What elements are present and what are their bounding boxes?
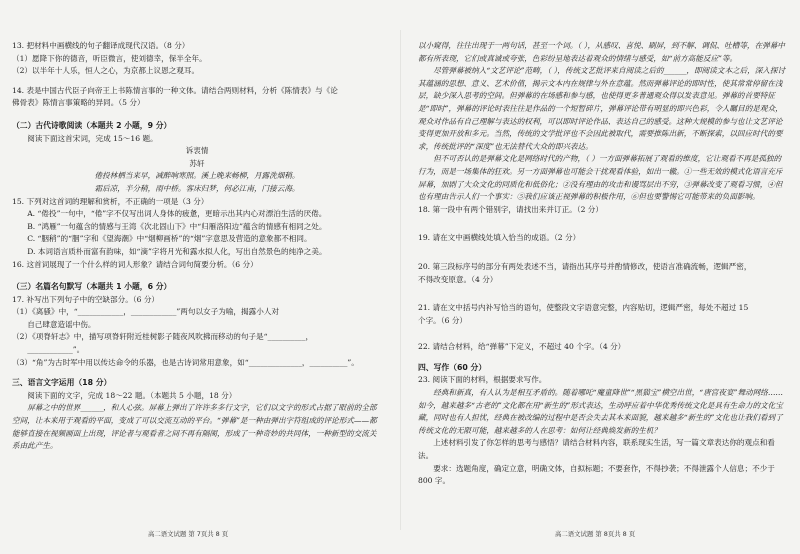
q21-line2: 个字。（6 分） (418, 315, 468, 325)
spacer (418, 286, 788, 302)
q22: 22. 请结合材料，给“弹幕”下定义，不超过 40 个字。（4 分） (418, 342, 626, 352)
q14-line2: 佛骨表》陈情言事策略的异同。（5 分） (12, 98, 145, 108)
q17-s2-blank: ____________”。 (27, 345, 85, 355)
q15-option-a: A. “倦投”一句中，“倦”字不仅写出词人身体的疲惫，更暗示出其内心对漂泊生活的厌倦。 (27, 209, 327, 219)
q13-s1: （1）愿降下你的德音，听臣微言，使刘德幸，保半全年。 (12, 53, 207, 63)
q17: 17. 补写出下列句子中的空缺部分。（6 分） (12, 294, 160, 304)
q19: 19. 请在文中画横线处填入恰当的成语。（2 分） (418, 233, 581, 243)
page-divider (400, 30, 401, 530)
q17-s3b: ”。 (347, 357, 359, 367)
q23: 23. 阅读下面的材料，根据要求写作。 (418, 375, 547, 385)
right-page (418, 40, 788, 488)
poem-author: 苏轩 (189, 158, 205, 168)
q17-s3a: （3）“角”为古时军中用以传达命令的乐器，也是古诗词常用意象，如“ (12, 357, 249, 367)
right-page-footer: 高二语文试题 第 8页共 8 页 (555, 530, 636, 538)
spacer (12, 369, 382, 377)
spacer (418, 354, 788, 362)
spacer (418, 245, 788, 261)
q14-line1: 14. 表是中国古代臣子向帝王上书陈情言事的一种文体。请结合两则材料，分析《陈情表》与《论 (12, 85, 338, 95)
spacer (12, 78, 382, 85)
writing-material-1: 经典和新真，有人认为是相互矛盾的。随着哪吒“魔童降世”“黑猫宝”横空出世，“唐宫夜宴”舞动网络……如今，越来越多“古老的”文化都在用“新生的”形式表达，生动呼应着中华优秀传统文化是具有生命力的文化宝藏，同时也有人担忧，经典在被改编的过程中是否会失去其本来面貌，越来越多“新生的”文化也让我们看到了传统文化的无限可能，越来越多的人在思考：如何让经典焕发新的生机？ (418, 388, 784, 435)
spacer (12, 110, 382, 120)
q15-stem: 15. 下列对这首词的理解和赏析，不正确的一项是（3 分） (12, 196, 209, 206)
q17-s1a: （1）《离骚》中，“ (12, 307, 78, 317)
passage-p3: 但不可否认的是弹幕文化是网络时代的产物，（ ）一方面弹幕拓展了观看的维度，它让观看不再是孤独的行为，而是一场集体的狂欢。另一方面弹幕也可能会干扰观看体验，如出一辙。①一些无效的模式化语言充斥屏幕，加剧了大众文化的同质化和低俗化；②没有理由的攻击和谩骂层出不穷，③弹幕改变了观看习惯，④但也有理由告示人们一个事实：⑤我们应该正视弹幕的积极作用，⑥但也要警惕它可能带来的负面影响。 (418, 154, 783, 202)
q16: 16. 这首词展现了一个什么样的词人形象？请结合词句简要分析。（6 分） (12, 259, 258, 269)
poem-title: 诉衷情 (185, 146, 209, 156)
writing-requirements: 要求：选题角度，确定立意，明确文体，自拟标题；不要套作，不得抄袭；不得泄露个人信息；不少于 800 字。 (418, 463, 775, 486)
writing-material-2: 上述材料引发了你怎样的思考与感悟？请结合材料内容，联系现实生活，写一篇文章表达你的观点和看法。 (418, 438, 775, 461)
q21-line1: 21. 请在文中括号内补写恰当的语句，使整段文字语意完整，内容贴切，逻辑严密，每处不超过 15 (418, 303, 749, 313)
q17-s2-text: （2）《项脊轩志》中，描写项脊轩附近桂树影子随夜风吹拂而移动的句子是“ (12, 332, 268, 342)
spacer (418, 216, 788, 232)
passage-p2: 尽管弹幕被纳入“文艺评论”范畴，（ ），传统文艺批评来自阅读之后的______，即阅读文本之后，深入探讨其蕴涵的思想、意义、艺术价值，揭示文本内在规律与外在意蕴。然而弹幕评论的即时性，使其常常停留在浅层，缺少深入思考的空间。但弹幕的在场感和参与感，也使得更多普通观众得以发表意见。弹幕的首要特征是“即时”，弹幕的评论时表往往是作品的一个短暂碎片，弹幕评论带有明显的即兴色彩，令人瞩目的是观众，观众对作品有自己理解与表达的权利，可以即时评论作品、表达自己的感受。这种大规模的参与也让文艺评论变得更加开放和多元。当然，传统的文学批评也不会因此被取代，需要推陈出新，不断探索，以回应时代的要求，传统批评的“深度”也无法替代大众的即兴表达。 (418, 66, 786, 151)
q17-s1b: ”两句以女子为喻，揭露小人对 (176, 307, 279, 317)
poetry-section-header: （二）古代诗歌阅读（本题共 2 小题，9 分） (12, 120, 172, 130)
q15-option-b: B. “鸿雁”一句蕴含的情感与王湾《次北固山下》中“归雁洛阳边”蕴含的情感有相同之处。 (27, 221, 327, 231)
q17-s3: （3）“角”为古时军中用以传达命令的乐器，也是古诗词常用意象，如“______________，__________”。 (12, 357, 359, 367)
left-page-footer: 高二语文试题 第 7页共 8 页 (148, 530, 229, 538)
q20-line2: 不得改变原意。（4 分） (418, 274, 498, 284)
poem-line-2: 霜后凉，半分稍，雨中桥。客床归梦，何必江南，门接云海。 (94, 183, 300, 193)
dictation-section-header: （三）名篇名句默写（本题共 1 小题，6 分） (12, 282, 172, 292)
passage-p1-cont: 以小窥得，往往出现于一两句话，甚至一个词。（ ），从感叹、喜悦、刷屏，到不解、调侃、吐槽等，在弹幕中都有所表现，它们或真诚或夸张，色彩纷呈地表达着观众的情绪与感受，如“前方高能反应”等。 (418, 41, 785, 63)
language-section-header: 三、语言文字运用（18 分） (12, 378, 112, 388)
poetry-intro: 阅读下面这首宋词，完成 15～16 题。 (27, 133, 158, 143)
q17-s2: （2）《项脊轩志》中，描写项脊轩附近桂树影子随夜风吹拂而移动的句子是“__________， (12, 332, 314, 342)
q13-title: 13. 把材料中画横线的句子翻译成现代汉语。（8 分） (12, 41, 190, 50)
writing-section-header: 四、写作（60 分） (418, 362, 487, 372)
q17-s1: （1）《离骚》中，“____________，____________”两句以女子为喻，揭露小人对 (12, 307, 279, 317)
q18: 18. 第一段中有两个错别字，请找出来并订正。（2 分） (418, 204, 603, 214)
q15-option-d: D. 本词语言质朴而富有韵味，如“滴”字将月光和露水拟人化，写出自然景色的纯净之美。 (27, 246, 327, 256)
spacer (12, 271, 382, 281)
q17-s1c: 自己肆意造谣中伤。 (27, 319, 96, 329)
q20-line1: 20. 第三段标序号的部分有两处表述不当，请指出其序号并酌情修改，使语言准确流畅，逻辑严密， (418, 261, 752, 271)
language-passage-p1: 屏幕之中的世界______，和人心弦。屏幕上弹出了许许多多行文字，它们以文字的形式占据了眼前的全部空间，让本来用于观看的平面，变成了可以交流互动的平台。“弹幕”是一种由弹出字符组成的评论形式——都能够直接在视频画面上出现，评论者与观看者之间不再有隔阂，形成了一种奇妙的共同体，一种新型的交流关系由此产生。 (12, 403, 377, 451)
spacer (418, 327, 788, 341)
left-page (12, 40, 382, 453)
q13-s2: （2）以半年十人乐，恒人之心，为京都上议恩之观耳。 (12, 66, 200, 76)
q15-option-c: C. “胭稍”的“胭”字和《望海潮》中“烟柳画桥”的“烟”字意思及营造的意象都不相同。 (27, 234, 312, 244)
language-intro: 阅读下面的文字，完成 18～22 题。（本题共 5 小题，18 分） (27, 390, 237, 400)
poem-line-1: 倦投林栖当来早，减醉响寒照。溪上晚来畅柳，月露洗烟稍。 (94, 171, 300, 181)
